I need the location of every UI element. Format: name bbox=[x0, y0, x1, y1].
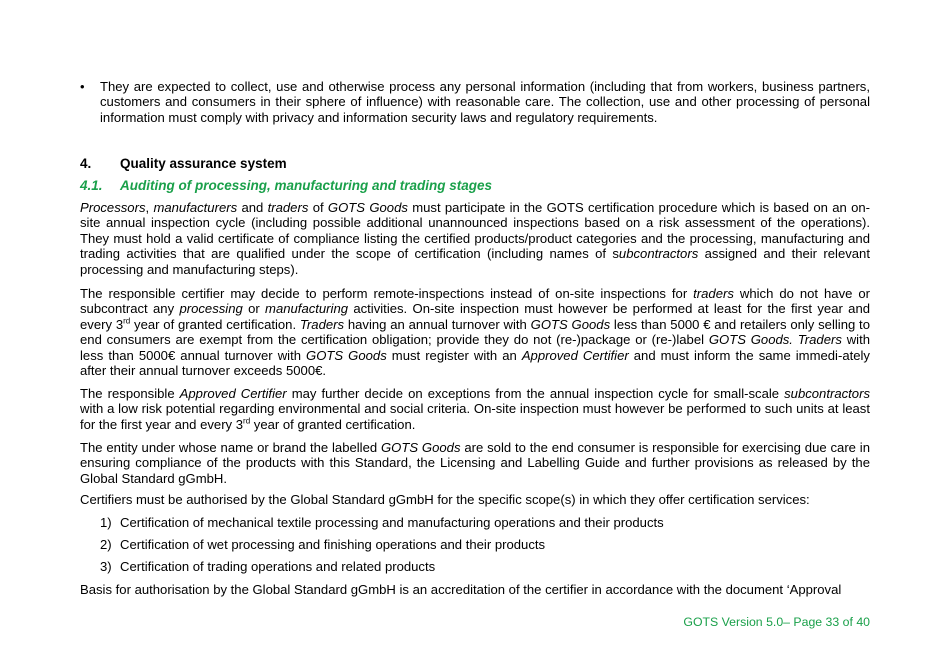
subsection-number: 4.1. bbox=[80, 178, 103, 193]
paragraph-6: Basis for authorisation by the Global Standard gGmbH is an accreditation of the certifier in accordance with the document ‘Approval bbox=[80, 582, 842, 597]
list-item: 3) Certification of trading operations and related products bbox=[100, 559, 436, 574]
paragraph-3: The responsible Approved Certifier may further decide on exceptions from the annual inspection cycle for small-scale subcontractors with a low risk potential regarding environmental and social criteria. On-site inspection must however be performed to such units at least for the first year and every 3rd year of granted certification. bbox=[80, 386, 870, 432]
paragraph-4: The entity under whose name or brand the labelled GOTS Goods are sold to the end consumer is responsible for exercising due care in ensuring compliance of the products with this Standard, the Licensing and Labelling Guide and further provisions as released by the Global Standard gGmbH. bbox=[80, 440, 870, 486]
bullet-dot: • bbox=[80, 79, 85, 94]
subsection-heading bbox=[80, 178, 492, 194]
section-heading bbox=[80, 156, 287, 172]
paragraph-2: The responsible certifier may decide to perform remote-inspections instead of on-site inspections for traders which do not have or subcontract any processing or manufacturing activities. On-site inspection must however be performed at least for the first year and every 3rd year of granted certification. Traders having an annual turnover with GOTS Goods less than 5000 € and retailers only selling to end consumers are exempt from the certification obligation; provide they do not (re-)package or (re-)label GOTS Goods. Traders with less than 5000€ annual turnover with GOTS Goods must register with an Approved Certifier and must inform the same immedi-ately after their annual turnover exceeds 5000€. bbox=[80, 286, 871, 379]
page-footer: GOTS Version 5.0– Page 33 of 40 bbox=[683, 615, 870, 629]
bullet-item bbox=[80, 79, 870, 125]
bullet-text: They are expected to collect, use and otherwise process any personal information (including that from workers, business partners, customers and consumers in their sphere of influence) with reasonable care. The collection, use and other processing of personal information must comply with privacy and information security laws and regulatory requirements. bbox=[100, 79, 870, 125]
section-title: Quality assurance system bbox=[120, 156, 287, 171]
section-number: 4. bbox=[80, 156, 92, 171]
list-item: 1) Certification of mechanical textile processing and manufacturing operations and their products bbox=[100, 515, 664, 530]
paragraph-5: Certifiers must be authorised by the Global Standard gGmbH for the specific scope(s) in which they offer certification services: bbox=[80, 492, 810, 507]
paragraph-1: Processors, manufacturers and traders of GOTS Goods must participate in the GOTS certification procedure which is based on an on-site annual inspection cycle (including possible additional unannounced inspections based on a risk assessment of the operations). They must hold a valid certificate of compliance listing the certified products/product categories and the processing, manufacturing and trading activities that are qualified under the scope of certification (including names of subcontractors assigned and their relevant processing and manufacturing steps). bbox=[80, 200, 870, 277]
list-item: 2) Certification of wet processing and finishing operations and their products bbox=[100, 537, 546, 552]
subsection-title: Auditing of processing, manufacturing and trading stages bbox=[120, 178, 493, 193]
